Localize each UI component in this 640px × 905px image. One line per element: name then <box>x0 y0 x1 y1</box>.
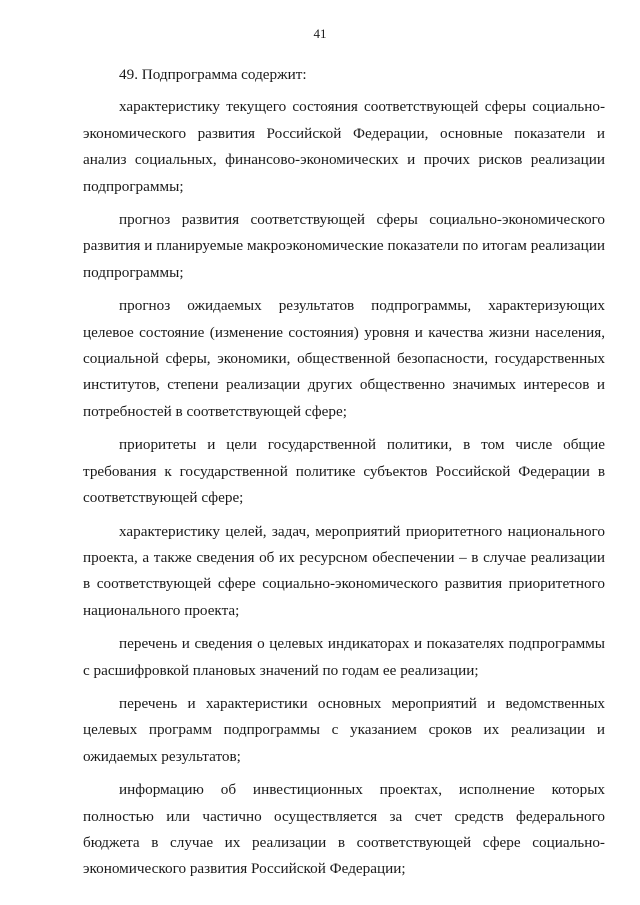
list-item: характеристику текущего состояния соответствующей сферы социально-экономического развития Российской Федерации, основные показатели и анализ социальных, финансово-экономических и прочих рисков реализации подпрограммы; <box>83 98 605 195</box>
page-number: 41 <box>313 26 327 41</box>
list-item: прогноз развития соответствующей сферы социально-экономического развития и планируемые макроэкономические показатели по итогам реализации подпрограммы; <box>83 211 605 281</box>
list-item: прогноз ожидаемых результатов подпрограммы, характеризующих целевое состояние (изменение состояния) уровня и качества жизни населения, социальной сферы, экономики, общественной безопасности, государственных институтов, степени реализации других общественно значимых интересов и потребностей в соответствующей сфере; <box>83 297 605 420</box>
list-item: перечень и характеристики основных мероприятий и ведомственных целевых программ подпрограммы с указанием сроков их реализации и ожидаемых результатов; <box>83 694 605 765</box>
section-heading: 49. Подпрограмма содержит: <box>119 66 307 83</box>
document-body <box>83 62 605 890</box>
list-item: перечень и сведения о целевых индикаторах и показателях подпрограммы с расшифровкой плановых значений по годам ее реализации; <box>83 635 605 679</box>
list-item: приоритеты и цели государственной политики, в том числе общие требования к государственной политике субъектов Российской Федерации в соответствующей сфере; <box>83 436 605 507</box>
list-item: информацию об инвестиционных проектах, исполнение которых полностью или частично осуществляется за счет средств федерального бюджета в случае их реализации в соответствующей сфере социально-экономического развития Российской Федерации; <box>83 781 605 878</box>
list-item: характеристику целей, задач, мероприятий приоритетного национального проекта, а также сведения об их ресурсном обеспечении – в случае реализации в соответствующей сфере социально-экономического развития приоритетного национального проекта; <box>83 522 605 619</box>
